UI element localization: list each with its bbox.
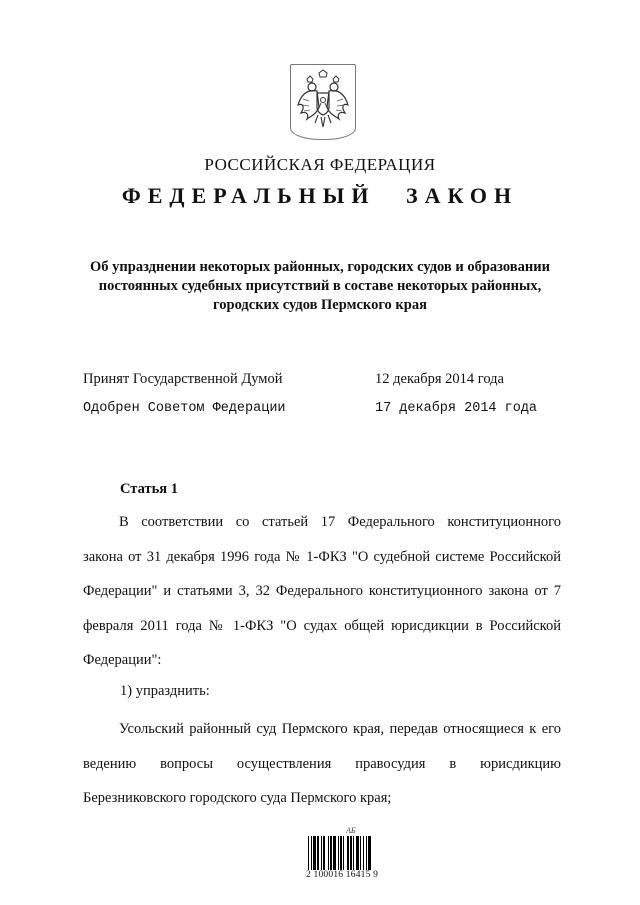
paragraph-line: февраля 2011 года № 1-ФКЗ "О судах общей юрисдикции в Российской <box>83 617 561 634</box>
duma-adoption-date: 12 декабря 2014 года <box>375 371 504 387</box>
paragraph-line: В соответствии со статьей 17 Федерального конституционного <box>119 514 561 530</box>
paragraph-line: Федерации" и статьями 3, 32 Федерального конституционного закона от 7 <box>83 583 561 599</box>
article-intro-paragraph <box>83 505 561 678</box>
list-item-marker: 1) упразднить: <box>120 683 210 699</box>
paragraph-line: Березниковского городского суда Пермского края; <box>83 790 392 806</box>
country-name: РОССИЙСКАЯ ФЕДЕРАЦИЯ <box>204 155 436 174</box>
paragraph-line: Федерации": <box>83 652 162 668</box>
barcode-mark: АБ <box>346 826 356 835</box>
council-approval-date: 17 декабря 2014 года <box>375 401 538 416</box>
council-approval-label: Одобрен Советом Федерации <box>83 401 286 416</box>
barcode-bars-icon <box>306 836 402 872</box>
law-title-line: постоянных судебных присутствий в составе некоторых районных, <box>98 278 542 294</box>
article-heading: Статья 1 <box>120 481 178 497</box>
paragraph-line: ведению вопросы осуществления правосудия в юрисдикцию <box>83 755 561 772</box>
barcode-number: 2 100016 16415 9 <box>306 870 379 880</box>
list-item-text <box>83 712 561 816</box>
duma-adoption-label: Принят Государственной Думой <box>83 371 283 387</box>
law-title-line: городских судов Пермского края <box>213 297 427 313</box>
law-title <box>70 258 570 315</box>
paragraph-line: закона от 31 декабря 1996 года № 1-ФКЗ "О судебной системе Российской <box>83 548 561 565</box>
document-type: ФЕДЕРАЛЬНЫЙ ЗАКОН <box>121 183 519 208</box>
double-headed-eagle-icon <box>295 69 351 133</box>
paragraph-line: Усольский районный суд Пермского края, передав относящиеся к его <box>119 721 561 737</box>
document-barcode <box>306 826 402 886</box>
law-title-line: Об упразднении некоторых районных, городских судов и образовании <box>90 259 550 275</box>
coat-of-arms-emblem <box>290 64 356 140</box>
